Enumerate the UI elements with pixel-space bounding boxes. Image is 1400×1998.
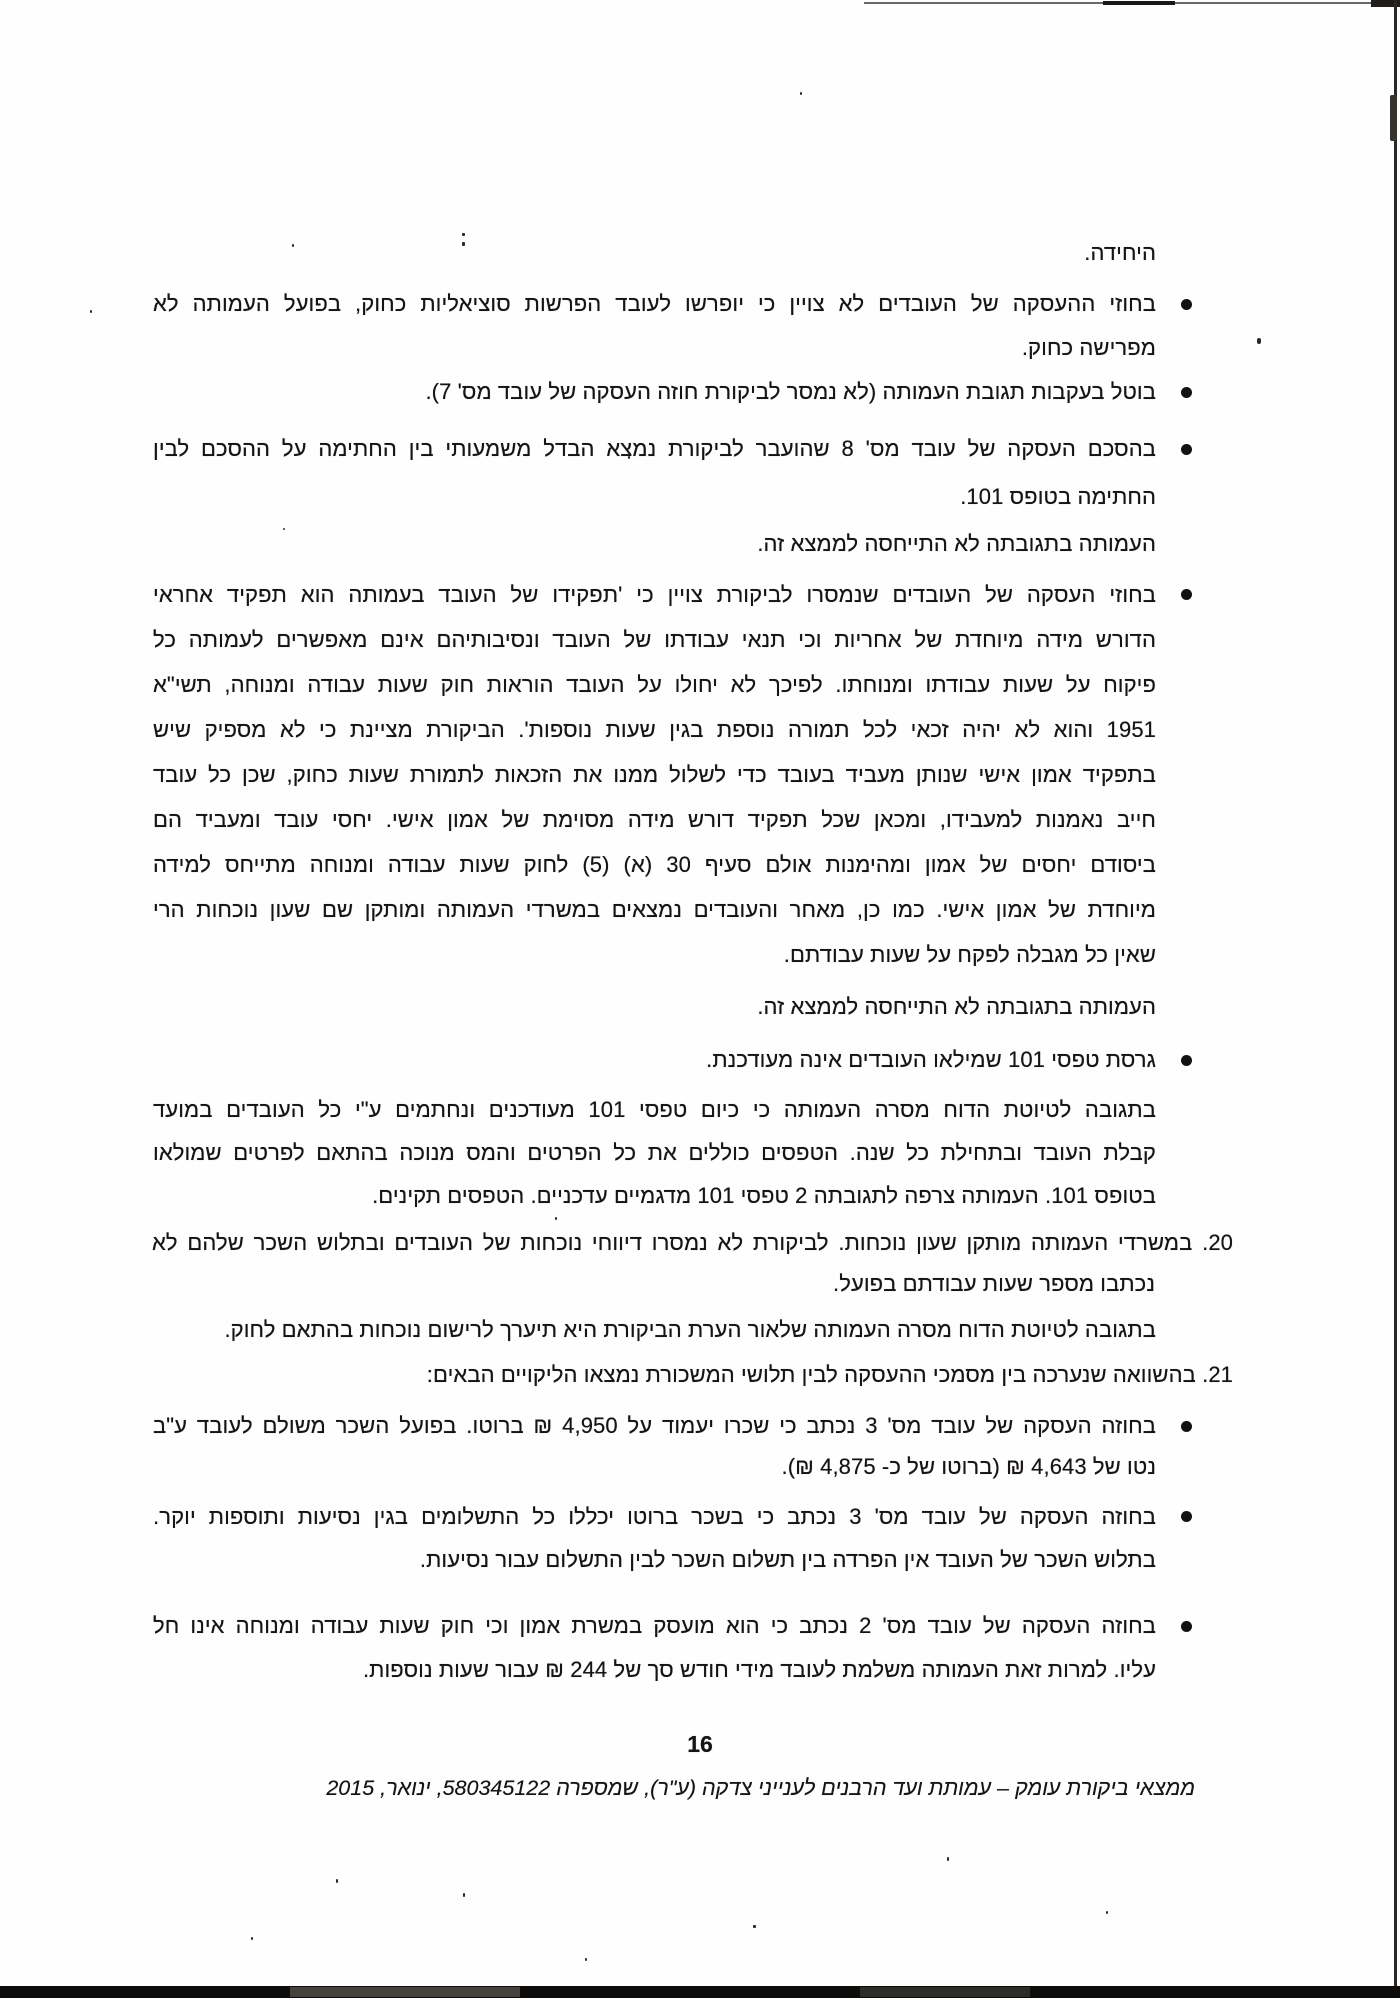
scan-speck: [585, 1958, 587, 1961]
bullet-marker: [1181, 589, 1192, 600]
bullet-item-employee-2-overtime: [153, 1604, 1156, 1692]
text-line: מיוחדת של אמון אישי. כמו כן, מאחר והעובדים נמצאים במשרדי העמותה ומותקן שם שעון נוכחות הרי: [153, 897, 1156, 922]
text-line: בוטל בעקבות תגובת העמותה (לא נמסר לביקורת חוזה העסקה של עובד מס' 7).: [425, 379, 1156, 404]
text-line: מפרישה כחוק.: [1021, 335, 1156, 360]
bullet-item-cancelled-finding: [153, 370, 1156, 414]
text-line: שאין כל מגבלה לפקח על שעות עבודתם.: [783, 942, 1156, 967]
bullet-item-employee-3-travel: [153, 1495, 1156, 1581]
scan-speck: [555, 1217, 557, 1220]
text-line: בתלוש השכר של העובד אין הפרדה בין תשלום השכר לבין התשלום עבור נסיעות.: [419, 1547, 1156, 1572]
bullet-item-social-contributions: [153, 282, 1156, 370]
text-line: חייב נאמנות למעבידו, ומכאן שכל תפקיד דורש מידה מסוימת של אמון אישי. יחסי עובד ומעביד הם: [153, 807, 1156, 832]
scan-artifact-right-edge-line: [1394, 0, 1397, 1998]
paragraph-response-attendance: [153, 1308, 1156, 1352]
text-line: בתפקיד אמון אישי שנותן מעביד בעובד כדי לשלול ממנו את הזכאות לתמורת שעות כחוק, שכן כל עובד: [153, 762, 1156, 787]
text-line: בהסכם העסקה של עובד מס' 8 שהועבר לביקורת נמצא הבדל משמעותי בין החתימה על ההסכם לבין: [153, 436, 1156, 461]
scan-speck: [463, 1893, 465, 1897]
scan-speck: [947, 1857, 949, 1861]
bullet-item-employee-3-salary: [153, 1405, 1156, 1487]
text-line: החתימה בטופס 101.: [960, 484, 1156, 509]
bullet-item-form-101-outdated: [153, 1038, 1156, 1082]
paragraph-association-no-response: [153, 522, 1156, 566]
scan-speck: [1106, 1911, 1108, 1914]
item-number: 21.: [1202, 1362, 1233, 1387]
text-line: [152, 1353, 1233, 1397]
text-line: בתגובה לטיוטת הדוח מסרה העמותה כי כיום טפסי 101 מעודכנים ונחתמים ע"י כל העובדים במועד: [153, 1097, 1156, 1122]
text-line: ביסודם יחסים של אמון ומהימנות אולם סעיף 30 (א) (5) לחוק שעות עבודה ומנוחה מתייחס למידה: [153, 852, 1156, 877]
footer-report-reference: ממצאי ביקורת עומק – עמותת ועד הרבנים לענייני צדקה (ע"ר), שמספרה 580345122, ינואר, 2015: [326, 1776, 1195, 1800]
text-line: פיקוח על שעות עבודתו ומנוחתו. לפיכך לא יחולו על העובד הוראות חוק שעות עבודה ומנוחה, תשי"א: [153, 672, 1156, 697]
text-line: העמותה בתגובתה לא התייחסה לממצא זה.: [757, 531, 1156, 556]
text-line: הדורש מידה מיוחדת של אחריות וכי תנאי עבודתו של העובד ונסיבותיהם אינם מאפשרים לעמותה כל: [153, 627, 1156, 652]
scan-artifact-bottom-bar-gray: [290, 1987, 520, 1997]
page-number: 16: [687, 1731, 713, 1757]
scan-artifact-bottom-bar-gray2: [860, 1987, 1030, 1997]
text-line: עליו. למרות זאת העמותה משלמת לעובד מידי חודש סך של 244 ₪ עבור שעות נוספות.: [362, 1657, 1156, 1682]
text-line: היחידה.: [1084, 240, 1156, 265]
bullet-marker: [1181, 1421, 1192, 1432]
text-line: העמותה בתגובתה לא התייחסה לממצא זה.: [757, 994, 1156, 1019]
scan-speck: [336, 1879, 338, 1883]
bullet-marker: [1181, 1511, 1192, 1522]
text-line: [152, 1222, 1233, 1263]
text-line: גרסת טפסי 101 שמילאו העובדים אינה מעודכנת.: [706, 1047, 1156, 1072]
scan-speck: [251, 1937, 253, 1940]
text-line: בטופס 101. העמותה צרפה לתגובתה 2 טפסי 101 מדגמיים עדכניים. הטפסים תקינים.: [372, 1183, 1156, 1208]
scan-speck: [1257, 338, 1261, 344]
text-line: קבלת העובד ובתחילת כל שנה. הטפסים כוללים את כל הפרטים והמס מנוכה בהתאם לפרטים שמולאו: [153, 1140, 1156, 1165]
bullet-marker: [1181, 1055, 1192, 1066]
text-line: במשרדי העמותה מותקן שעון נוכחות. לביקורת לא נמסרו דיווחי נוכחות של העובדים ובתלוש השכר שלהם לא: [152, 1230, 1193, 1255]
text-line: בחוזי ההעסקה של העובדים לא צויין כי יופרשו לעובד הפרשות סוציאליות כחוק, בפועל העמותה לא: [153, 291, 1156, 316]
text-line: נטו של 4,643 ₪ (ברוטו של כ- 4,875 ₪).: [781, 1454, 1156, 1479]
text-line: 1951 והוא לא יהיה זכאי לכל תמורה נוספת בגין שעות נוספות'. הביקורת מציינת כי לא מספיק שיש: [153, 717, 1156, 742]
scan-artifact-top-dashes: [1103, 1, 1175, 5]
numbered-item-21: [152, 1353, 1233, 1397]
scan-artifact-bottom-bar: [0, 1986, 1400, 1998]
text-line: בחוזה העסקה של עובד מס' 2 נכתב כי הוא מועסק במשרת אמון וכי חוק שעות עבודה ומנוחה אינו חל: [153, 1613, 1156, 1638]
paragraph-intro-fragment: [153, 231, 1156, 275]
bullet-marker: [1181, 444, 1192, 455]
numbered-item-20: [152, 1222, 1233, 1304]
text-line: בהשוואה שנערכה בין מסמכי ההעסקה לבין תלושי המשכורת נמצאו הליקויים הבאים:: [426, 1362, 1196, 1387]
paragraph-response-forms-101: [153, 1088, 1156, 1217]
scan-speck: [90, 310, 92, 313]
text-line: בחוזה העסקה של עובד מס' 3 נכתב כי בשכר ברוטו יכללו כל התשלומים בגין נסיעות ותוספות יוקר.: [153, 1504, 1156, 1529]
text-line: נכתבו מספר שעות עבודתם בפועל.: [832, 1271, 1155, 1296]
scan-speck: [800, 92, 802, 95]
item-number: 20.: [1202, 1230, 1233, 1255]
paragraph-association-no-response-2: [153, 985, 1156, 1029]
bullet-marker: [1181, 299, 1192, 310]
scan-speck: [753, 1925, 756, 1928]
text-line: בתגובה לטיוטת הדוח מסרה העמותה שלאור הערת הביקורת היא תיערך לרישום נוכחות בהתאם לחוק.: [224, 1317, 1156, 1342]
bullet-item-personal-trust-clause: [153, 572, 1156, 977]
bullet-item-employee-8-signature: [153, 425, 1156, 521]
text-line: בחוזה העסקה של עובד מס' 3 נכתב כי שכרו יעמוד על 4,950 ₪ ברוטו. בפועל השכר משולם לעובד ע"ב: [153, 1413, 1156, 1438]
bullet-marker: [1181, 1621, 1192, 1632]
bullet-marker: [1181, 387, 1192, 398]
text-line: בחוזי העסקה של העובדים שנמסרו לביקורת צויין כי 'תפקידו של העובד בעמותה הוא תפקיד אחראי: [153, 582, 1156, 607]
scan-artifact-right-edge-blob: [1390, 95, 1397, 141]
